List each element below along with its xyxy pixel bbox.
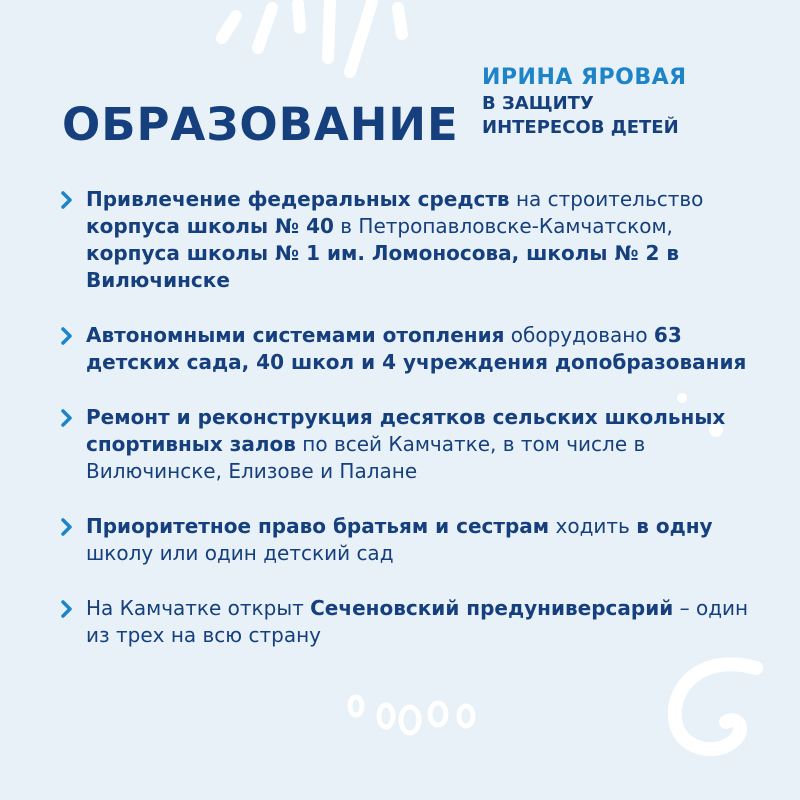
body-text: оборудовано — [504, 323, 654, 347]
brand-tagline: В ЗАЩИТУ ИНТЕРЕСОВ ДЕТЕЙ — [482, 93, 679, 138]
list-item — [60, 513, 760, 567]
brand-block — [482, 64, 687, 140]
body-text: ходить — [549, 514, 637, 538]
decor-ring — [430, 703, 446, 725]
decor-ring — [401, 707, 419, 733]
brush-stroke — [328, 2, 330, 58]
body-text: в Петропавловске-Камчатском, — [333, 214, 673, 238]
brand-name: ИРИНА ЯРОВАЯ — [482, 65, 687, 90]
chevron-right-icon — [60, 327, 74, 345]
body-text: по всей Камчатке, в том числе в Вилючинске, Елизове и Палане — [86, 432, 646, 483]
brush-stroke — [258, 8, 272, 48]
highlight-text: в одну — [636, 514, 713, 538]
list-item-text — [86, 513, 760, 567]
highlight-text: корпуса школы № 1 им. Ломоносова, школы № 2 в Вилючинске — [86, 241, 679, 292]
achievement-list — [60, 186, 760, 649]
highlight-text: корпуса школы № 40 — [86, 214, 334, 238]
highlight-text: 63 детских сада, 40 школ и 4 учреждения допобразования — [86, 323, 747, 374]
list-item-text — [86, 404, 760, 485]
list-item — [60, 186, 760, 294]
highlight-text: Сеченовский предуниверсарий — [310, 596, 674, 620]
brush-stroke — [298, 4, 300, 28]
highlight-text: Автономными системами отопления — [86, 323, 505, 347]
brush-stroke — [350, 2, 372, 72]
chevron-right-icon — [60, 409, 74, 427]
body-text: школу или один детский сад — [86, 541, 394, 565]
chevron-right-icon — [60, 600, 74, 618]
list-item-text — [86, 186, 760, 294]
list-item — [60, 595, 760, 649]
highlight-text: Привлечение федеральных средств — [86, 187, 510, 211]
list-item-text — [86, 322, 760, 376]
chevron-right-icon — [60, 518, 74, 536]
decor-ring — [379, 705, 393, 727]
body-text: – один из трех на всю страну — [86, 596, 749, 647]
body-text: На Камчатке открыт — [86, 596, 311, 620]
body-text: на строительство — [509, 187, 704, 211]
list-item — [60, 404, 760, 485]
chevron-right-icon — [60, 191, 74, 209]
decor-swirl — [675, 664, 756, 749]
list-item-text — [86, 595, 760, 649]
highlight-text: Приоритетное право братьям и сестрам — [86, 514, 550, 538]
brush-stroke — [398, 8, 402, 34]
highlight-text: Ремонт и реконструкция десятков сельских школьных спортивных залов — [86, 405, 726, 456]
decor-ring — [459, 706, 473, 726]
brush-stroke — [222, 16, 236, 38]
decor-ring — [350, 697, 362, 715]
page-title: ОБРАЗОВАНИЕ — [62, 98, 459, 151]
list-item — [60, 322, 760, 376]
